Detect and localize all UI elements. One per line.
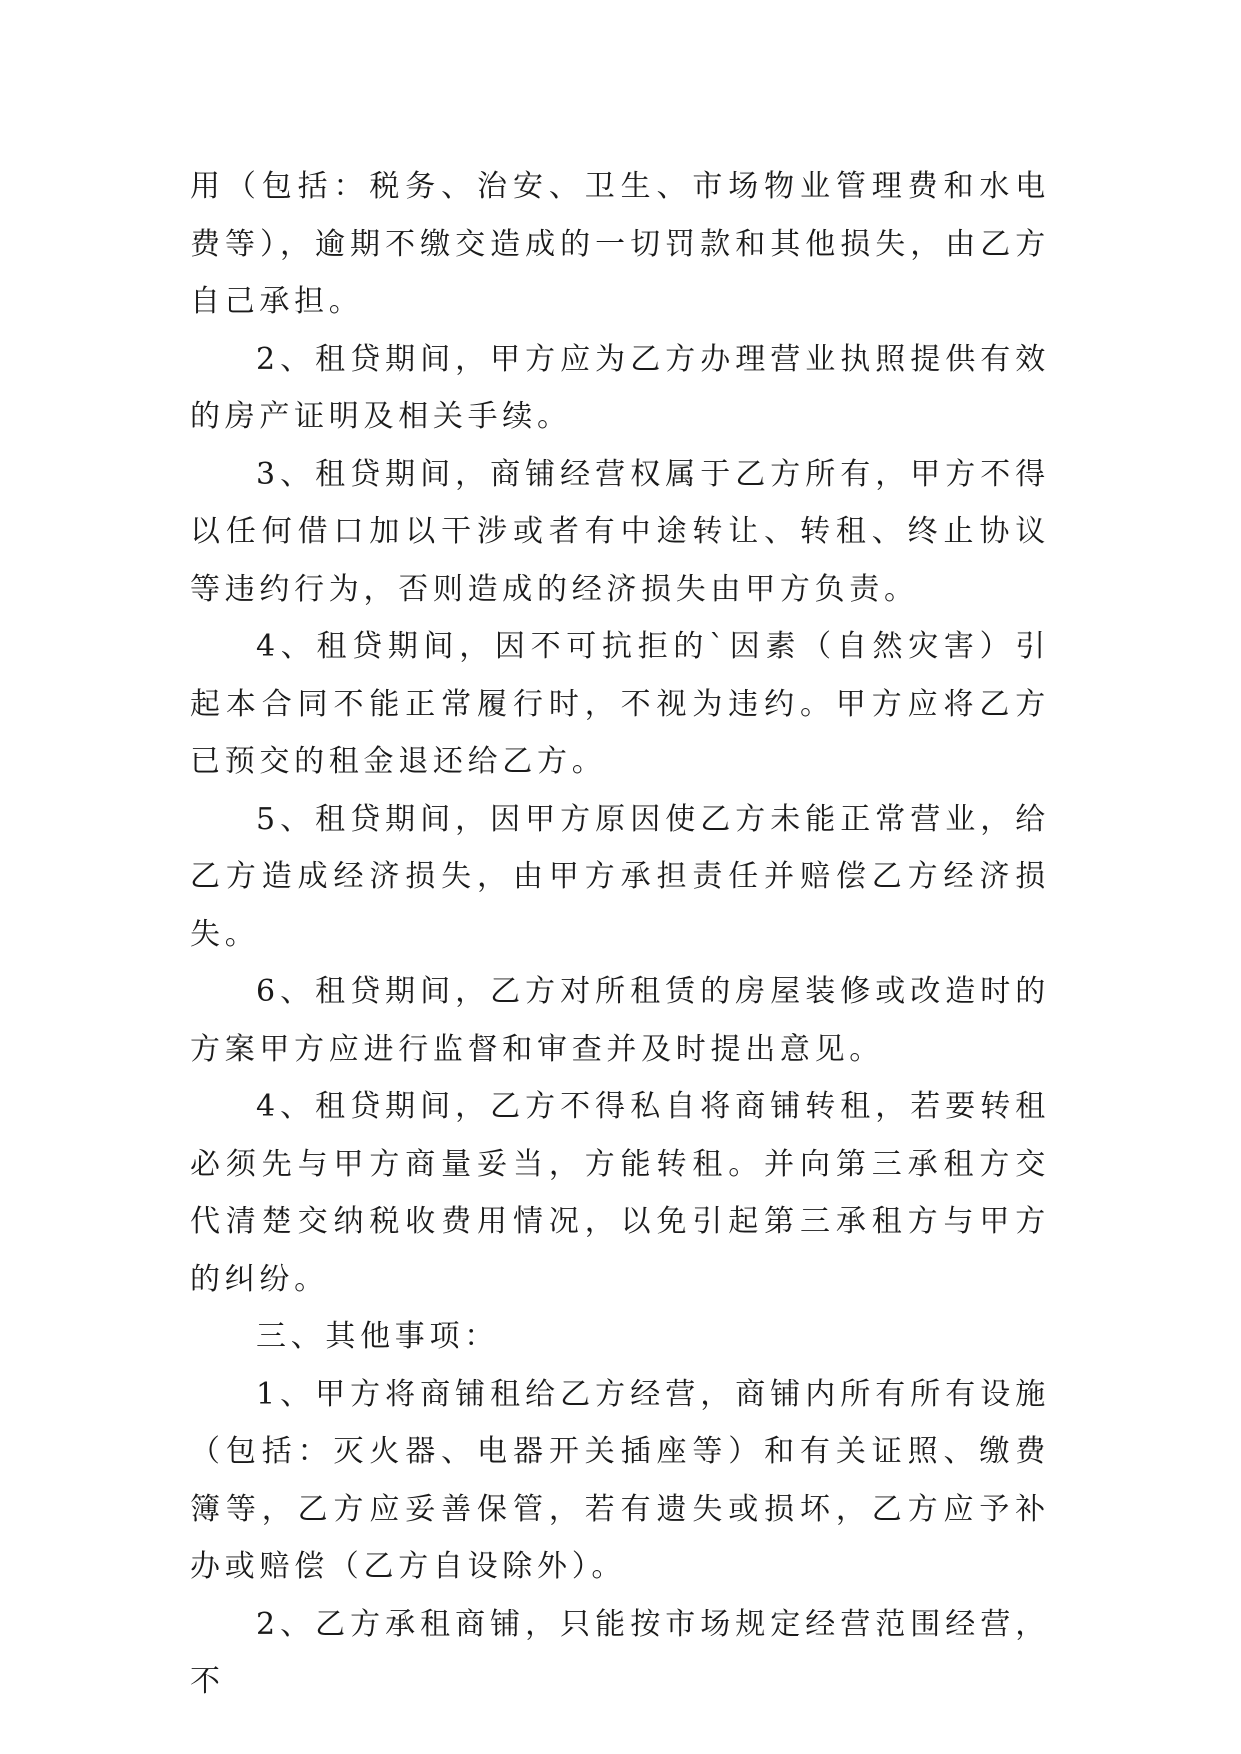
paragraph-clause-2-license: 2、租贷期间，甲方应为乙方办理营业执照提供有效的房产证明及相关手续。: [190, 341, 1050, 434]
paragraph-other-2-scope: 2、乙方承租商铺，只能按市场规定经营范围经营，不: [190, 1606, 1050, 1699]
paragraph-clause-4-force-majeure: 4、租贷期间，因不可抗拒的`因素（自然灾害）引起本合同不能正常履行时，不视为违约。甲方应将乙方已预交的租金退还给乙方。: [190, 629, 1050, 779]
paragraph-clause-5-compensation: 5、租贷期间，因甲方原因使乙方未能正常营业，给乙方造成经济损失，由甲方承担责任并赔偿乙方经济损失。: [190, 801, 1050, 952]
section-heading-other-matters: 三、其他事项：: [256, 1319, 499, 1354]
paragraph-clause-3-operating-rights: 3、租贷期间，商铺经营权属于乙方所有，甲方不得以任何借口加以干涉或者有中途转让、转租、终止协议等违约行为，否则造成的经济损失由甲方负责。: [190, 456, 1050, 607]
document-body: [190, 158, 1050, 1711]
paragraph-clause-4-sublease: 4、租贷期间，乙方不得私自将商铺转租，若要转租必须先与甲方商量妥当，方能转租。并向第三承租方交代清楚交纳税收费用情况，以免引起第三承租方与甲方的纠纷。: [190, 1089, 1050, 1297]
paragraph-clause-6-renovation: 6、租贷期间，乙方对所租赁的房屋装修或改造时的方案甲方应进行监督和审查并及时提出意见。: [190, 974, 1050, 1067]
paragraph-other-1-facilities: 1、甲方将商铺租给乙方经营，商铺内所有所有设施（包括：灭火器、电器开关插座等）和有关证照、缴费簿等，乙方应妥善保管，若有遗失或损坏，乙方应予补办或赔偿（乙方自设除外）。: [190, 1376, 1050, 1584]
paragraph-fees-continuation: 用（包括：税务、治安、卫生、市场物业管理费和水电费等），逾期不缴交造成的一切罚款和其他损失，由乙方自己承担。: [190, 169, 1050, 319]
